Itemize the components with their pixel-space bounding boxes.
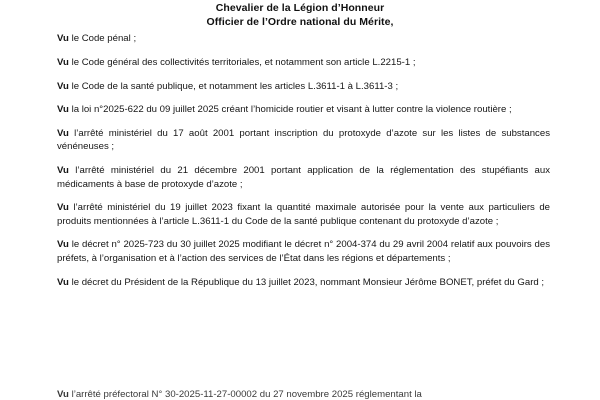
- recital-text: le décret n° 2025-723 du 30 juillet 2025 modifiant le décret n° 2004-374 du 29 avril 2004 relatif aux pouvoirs des préfets, à l’organisation et à l’action des services de l’État dans les régions et départements ;: [57, 239, 550, 264]
- recital-lead: Vu: [57, 104, 69, 116]
- recital-lead: Vu: [57, 128, 69, 140]
- recital-paragraph: [57, 32, 550, 45]
- recital-paragraph-clipped: [57, 388, 550, 400]
- recitals-list: [57, 32, 550, 299]
- recital-lead: Vu: [57, 389, 69, 400]
- recital-paragraph: [57, 56, 550, 69]
- recital-paragraph: [57, 276, 550, 289]
- clipped-recital-row: [57, 388, 550, 400]
- recital-lead: Vu: [57, 33, 69, 44]
- recital-text: le Code de la santé publique, et notamment les articles L.3611-1 à L.3611-3 ;: [68, 80, 399, 92]
- recital-lead: Vu: [57, 80, 69, 92]
- header-title-line-2: Officier de l’Ordre national du Mérite,: [206, 16, 394, 28]
- recital-text: la loi n°2025-622 du 09 juillet 2025 créant l’homicide routier et visant à lutter contre la violence routière ;: [68, 104, 512, 116]
- recital-text: l’arrêté ministériel du 19 juillet 2023 fixant la quantité maximale autorisée pour la vente aux particuliers de produits mentionnées à l’article L.3611-1 du Code de la santé publique contenant du protoxyde d’azote ;: [57, 202, 550, 227]
- recital-paragraph: [57, 201, 550, 228]
- recital-text: le Code pénal ;: [68, 33, 137, 44]
- recital-paragraph: [57, 238, 550, 265]
- recital-lead: Vu: [57, 276, 69, 288]
- recital-lead: Vu: [57, 56, 69, 68]
- recital-text: l’arrêté ministériel du 21 décembre 2001 portant application de la réglementation des stupéfiants aux médicaments à base de protoxyde d’azote ;: [57, 165, 550, 190]
- recital-text: le décret du Président de la République du 13 juillet 2023, nommant Monsieur Jérôme BONET, préfet du Gard ;: [68, 276, 545, 288]
- recital-text: le Code général des collectivités territoriales, et notamment son article L.2215-1 ;: [68, 56, 416, 68]
- recital-text: l’arrêté préfectoral N° 30-2025-11-27-00002 du 27 novembre 2025 réglementant la: [68, 389, 422, 400]
- header-title-line-1: Chevalier de la Légion d’Honneur: [215, 2, 385, 14]
- recital-paragraph: [57, 127, 550, 154]
- recital-paragraph: [57, 164, 550, 191]
- recital-lead: Vu: [57, 202, 69, 214]
- recital-paragraph: [57, 103, 550, 116]
- recital-text: l’arrêté ministériel du 17 août 2001 portant inscription du protoxyde d’azote sur les listes de substances vénéneuses ;: [57, 128, 550, 153]
- recital-lead: Vu: [57, 165, 69, 177]
- document-header: [0, 0, 600, 29]
- recital-paragraph: [57, 80, 550, 93]
- recital-lead: Vu: [57, 239, 69, 251]
